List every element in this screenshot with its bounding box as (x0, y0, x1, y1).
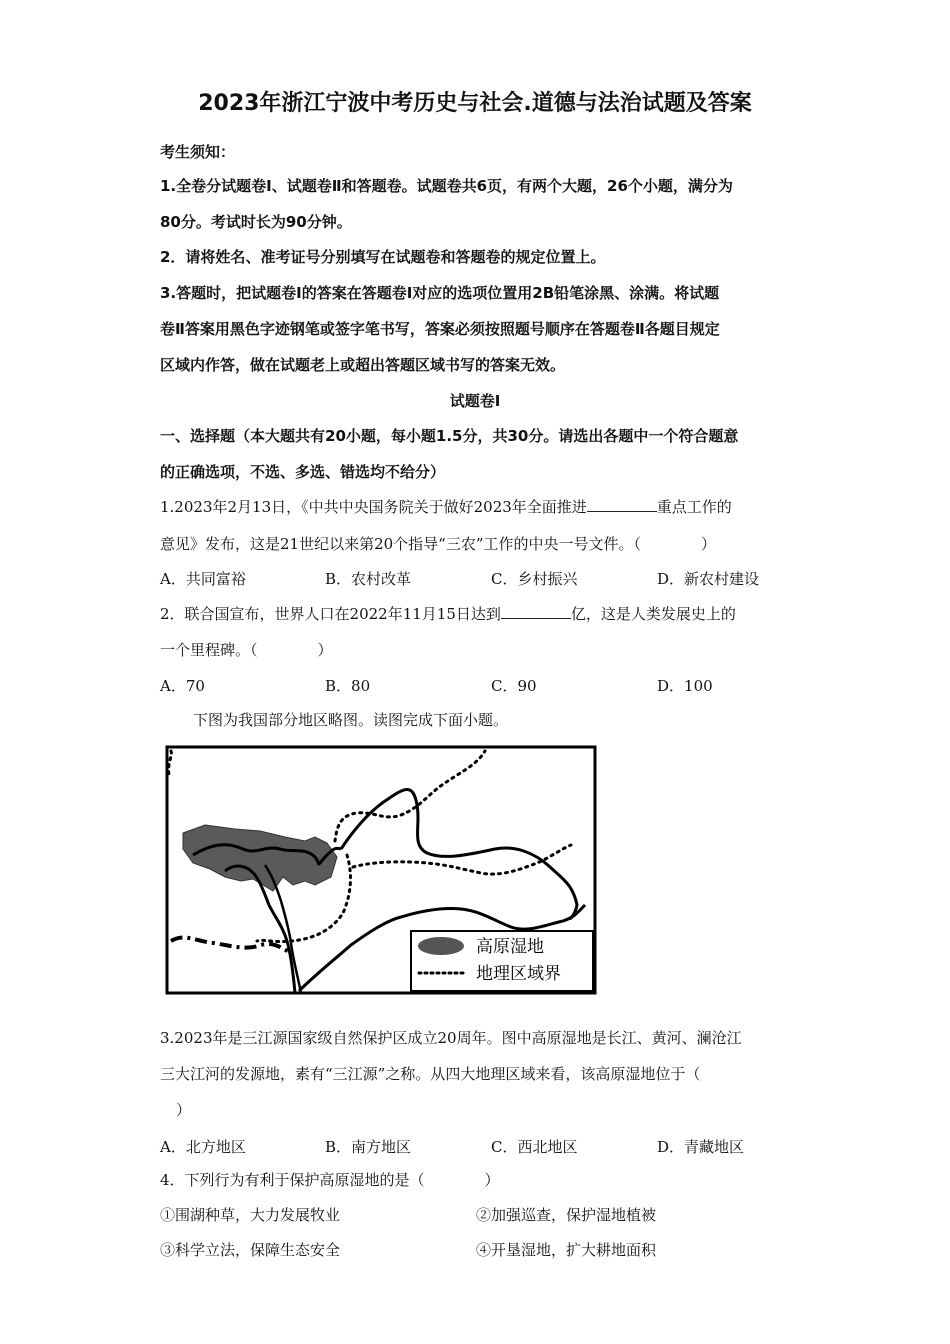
q4-choice-3: ③科学立法，保障生态安全 (160, 1241, 341, 1259)
part1-instructions-line-1: 一、选择题（本大题共有20小题，每小题1.5分，共30分。请选出各题中一个符合题意 (160, 427, 739, 445)
legend-label-wetland: 高原湿地 (476, 937, 544, 957)
q1-stem-pre: 1.2023年2月13日，《中共中央国务院关于做好2023年全面推进 (160, 498, 587, 516)
q2-stem-line-2: 一个里程碑。（ ） (160, 641, 333, 659)
q1-option-c: C．乡村振兴 (491, 570, 578, 588)
notice-heading: 考生须知： (160, 143, 236, 161)
q3-stem-line-2: 三大江河的发源地，素有“三江源”之称。从四大地理区域来看，该高原湿地位于（ (160, 1065, 701, 1083)
q3-stem-line-1: 3.2023年是三江源国家级自然保护区成立20周年。图中高原湿地是长江、黄河、澜沧江 (160, 1029, 742, 1047)
q2-stem-post: 亿，这是人类发展史上的 (570, 605, 736, 623)
q4-choice-2: ②加强巡查，保护湿地植被 (476, 1206, 657, 1224)
q1-stem-line-2: 意见》发布，这是21世纪以来第20个指导“三农”工作的中央一号文件。（ ） (160, 535, 717, 553)
q1-stem-post: 重点工作的 (656, 498, 732, 516)
section-title: 试题卷Ⅰ (449, 392, 501, 410)
notice-line-2: 80分。考试时长为90分钟。 (160, 213, 352, 231)
region-map (165, 745, 597, 995)
notice-line-3: 2．请将姓名、准考证号分别填写在试题卷和答题卷的规定位置上。 (160, 248, 606, 266)
q1-option-d: D．新农村建设 (657, 570, 760, 588)
q3-option-b: B．南方地区 (325, 1138, 412, 1156)
map-legend (411, 931, 593, 991)
q2-stem-line-1 (160, 604, 736, 624)
legend-label-boundary: 地理区域界 (476, 964, 561, 984)
q1-stem-line-1 (160, 497, 732, 517)
q4-choice-4: ④开垦湿地，扩大耕地面积 (476, 1241, 657, 1259)
q1-blank (587, 497, 657, 512)
q2-stem-pre: 2．联合国宣布，世界人口在2022年11月15日达到 (160, 605, 501, 623)
q2-blank (501, 604, 571, 619)
q3-option-c: C．西北地区 (491, 1138, 578, 1156)
legend-wetland-swatch (418, 937, 464, 955)
page-title: 2023年浙江宁波中考历史与社会.道德与法治试题及答案 (198, 91, 752, 116)
q1-option-b: B．农村改革 (325, 570, 412, 588)
q4-stem: 4．下列行为有利于保护高原湿地的是（ ） (160, 1171, 500, 1189)
part1-instructions-line-2: 的正确选项，不选、多选、错选均不给分） (160, 463, 446, 481)
map-intro: 下图为我国部分地区略图。读图完成下面小题。 (193, 711, 509, 729)
notice-line-6: 区域内作答，做在试题老上或超出答题区域书写的答案无效。 (160, 356, 566, 374)
q2-option-b: B．80 (325, 677, 371, 695)
q3-option-a: A．北方地区 (160, 1138, 246, 1156)
notice-line-5: 卷Ⅱ答案用黑色字迹钢笔或签字笔书写，答案必须按照题号顺序在答题卷Ⅱ各题目规定 (160, 320, 720, 338)
q3-option-d: D．青藏地区 (657, 1138, 745, 1156)
q1-option-a: A．共同富裕 (160, 570, 246, 588)
notice-line-4: 3.答题时，把试题卷Ⅰ的答案在答题卷Ⅰ对应的选项位置用2B铅笔涂黑、涂满。将试题 (160, 284, 720, 302)
q3-stem-line-3: ） (176, 1101, 192, 1119)
notice-line-1: 1.全卷分试题卷Ⅰ、试题卷Ⅱ和答题卷。试题卷共6页，有两个大题，26个小题，满分为 (160, 177, 733, 195)
q2-option-a: A．70 (160, 677, 205, 695)
q2-option-d: D．100 (657, 677, 713, 695)
q4-choice-1: ①围湖种草，大力发展牧业 (160, 1206, 341, 1224)
q2-option-c: C．90 (491, 677, 537, 695)
